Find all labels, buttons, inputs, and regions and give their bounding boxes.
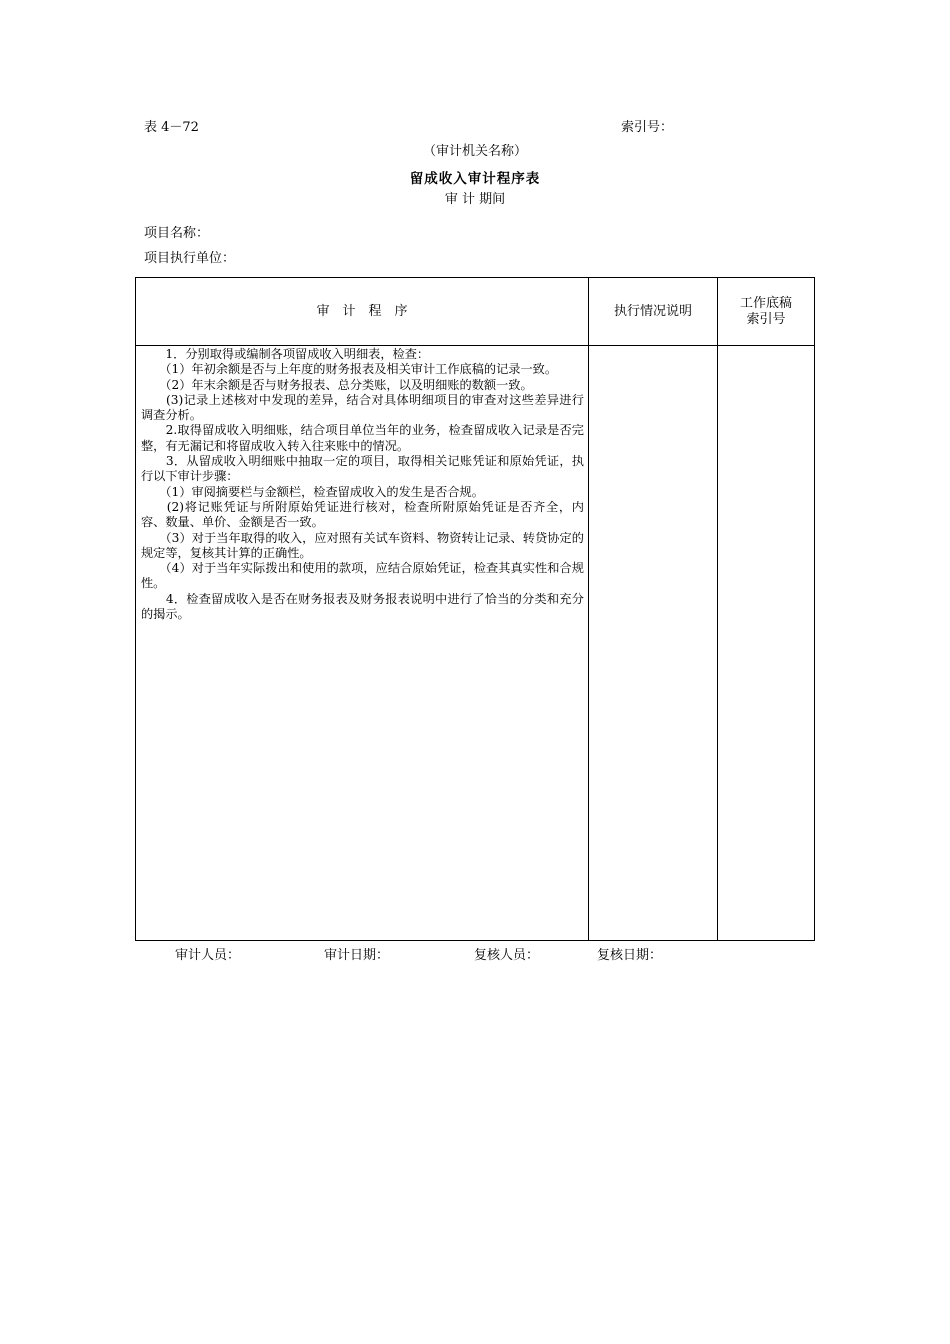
step-item: (2)将记账凭证与所附原始凭证进行核对，检查所附原始凭证是否齐全，内容、数量、单价、金额是否一致。: [141, 499, 584, 530]
step-item: 4．检查留成收入是否在财务报表及财务报表说明中进行了恰当的分类和充分的揭示。: [141, 591, 584, 622]
step-item: (3)记录上述核对中发现的差异，结合对具体明细项目的审查对这些差异进行调查分析。: [141, 392, 584, 423]
step-item: （4）对于当年实际拨出和使用的款项，应结合原始凭证，检查其真实性和合规性。: [141, 561, 584, 591]
step-item: 2.取得留成收入明细账，结合项目单位当年的业务，检查留成收入记录是否完整，有无漏记和将留成收入转入往来账中的情况。: [141, 423, 584, 453]
index-number-label: 索引号：: [621, 120, 674, 135]
audit-org-name: （审计机关名称）: [422, 144, 527, 159]
document-title: 留成收入审计程序表: [409, 171, 541, 187]
execution-notes-cell: [589, 346, 717, 940]
audit-period: 审 计 期间: [444, 192, 506, 207]
step-item: （1）审阅摘要栏与金额栏，检查留成收入的发生是否合规。: [141, 484, 484, 499]
header-workpaper-line2: 索引号: [746, 311, 786, 327]
auditor-label: 审计人员：: [175, 948, 241, 963]
header-workpaper-index: [718, 278, 814, 345]
audit-procedure-table: [135, 277, 815, 941]
step-item: 1．分别取得或编制各项留成收入明细表，检查：: [141, 347, 430, 361]
project-unit-label: 项目执行单位：: [144, 251, 236, 266]
workpaper-index-cell: [718, 346, 814, 940]
header-workpaper-line1: 工作底稿: [739, 295, 792, 311]
procedure-steps: [141, 347, 584, 622]
project-name-label: 项目名称：: [144, 226, 210, 241]
header-execution: [589, 278, 717, 345]
step-item: （3）对于当年取得的收入，应对照有关试车资料、物资转让记录、转贷协定的规定等，复核其计算的正确性。: [141, 530, 584, 560]
header-execution-text: 执行情况说明: [613, 303, 692, 319]
header-procedure: [136, 278, 588, 345]
step-item: （2）年末余额是否与财务报表、总分类账，以及明细账的数额一致。: [141, 377, 533, 392]
reviewer-label: 复核人员：: [474, 948, 540, 963]
step-item: （1）年初余额是否与上年度的财务报表及相关审计工作底稿的记录一致。: [141, 362, 558, 377]
table-number: 表 4－72: [144, 120, 199, 135]
header-procedure-text: 审 计 程 序: [316, 303, 408, 319]
review-date-label: 复核日期：: [597, 948, 663, 963]
step-item: 3．从留成收入明细账中抽取一定的项目，取得相关记账凭证和原始凭证，执行以下审计步骤：: [141, 454, 584, 484]
audit-date-label: 审计日期：: [324, 948, 390, 963]
